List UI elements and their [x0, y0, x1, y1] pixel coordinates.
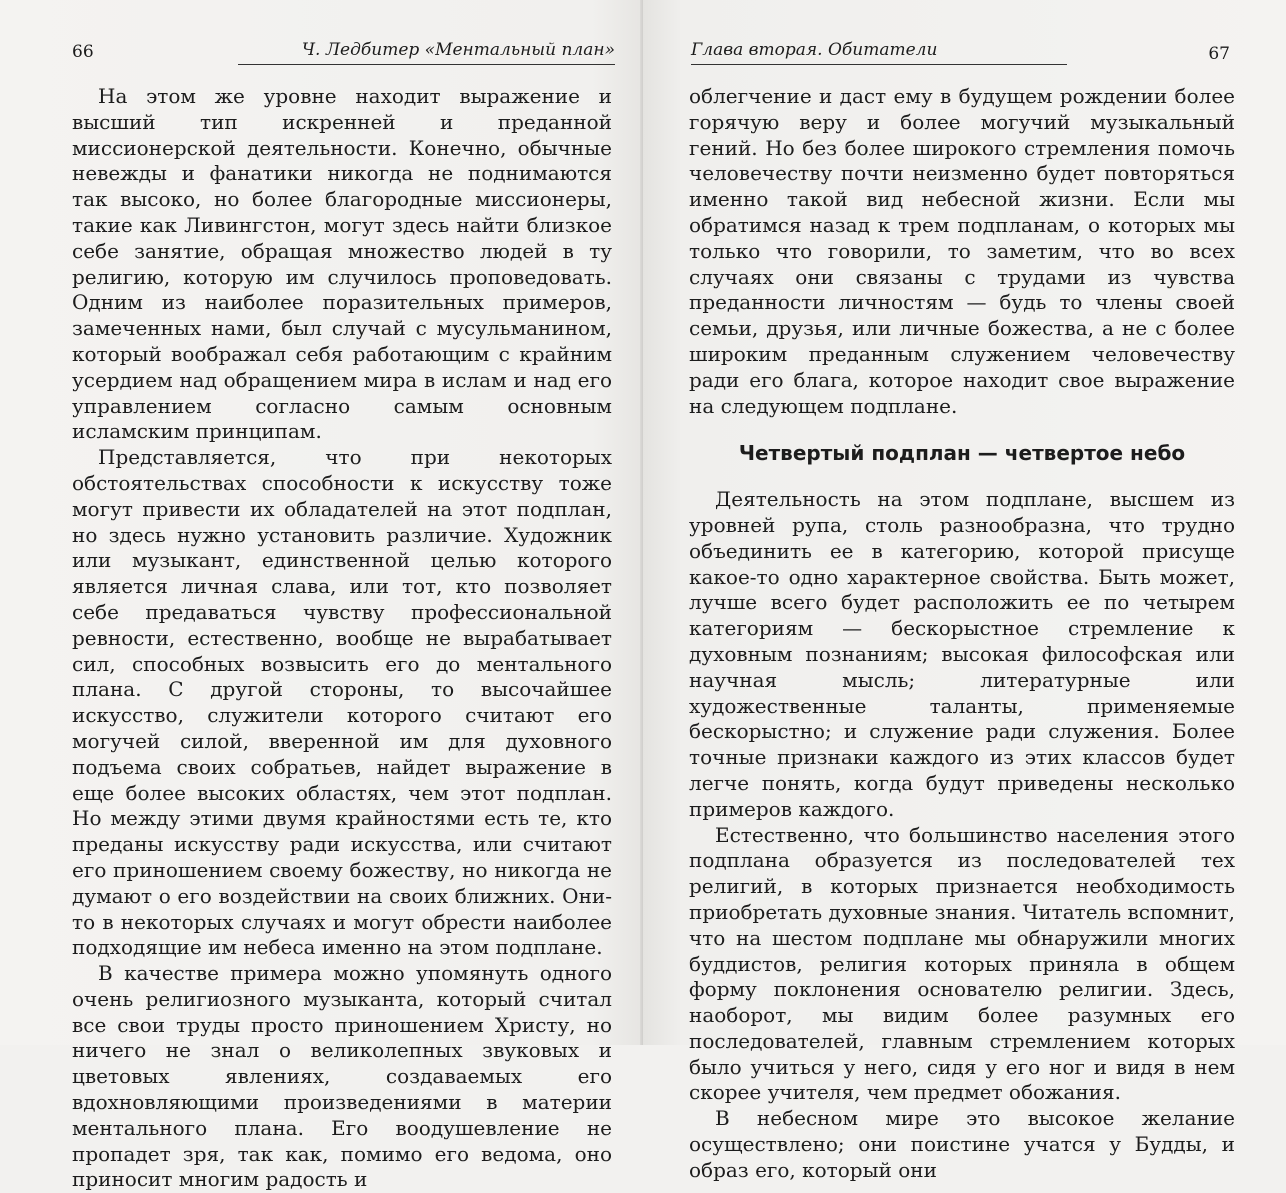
paragraph: Деятельность на этом подплане, высшем из уровней рупа, столь разнообразна, что трудно объединить ее в категорию, которой присуще какое-то одно характерное свойства. Быть может, лучше всего будет расположить ее по четырем категориям — бескорыстное стремление к духовным познаниям; высокая философская или научная мысль; литературные или художественные таланты, применяемые бескорыстно; и служение ради служения. Более точные признаки каждого из этих классов будет легче понять, когда будут приведены несколько примеров каждого.: [689, 487, 1235, 821]
paragraph: Представляется, что при некоторых обстоятельствах способности к искусству тоже могут привести их обладателей на этот подплан, но здесь нужно установить различие. Художник или музыкант, единственной целью которого является личная слава, или тот, кто позволяет себе предаваться чувству профессиональной ревности, естественно, вообще не вырабатывает сил, способных возвысить его до ментального плана. С другой стороны, то высочайшее искусство, служители которого считают его могучей силой, вверенной им для духовного подъема своих собратьев, найдет выражение в еще более высоких областях, чем этот подплан. Но между этими двумя крайностями есть те, кто преданы искусству ради искусства, или считают его приношением своему божеству, но никогда не думают о его воздействии на своих ближних. Они-то в некоторых случаях и могут обрести наиболее подходящие им небеса именно на этом подплане.: [72, 445, 612, 960]
running-head-right: Глава вторая. Обитатели: [691, 40, 938, 60]
page-number-right: 67: [1208, 44, 1230, 64]
paragraph: В небесном мире это высокое желание осуществлено; они поистине учатся у Будды, и образ его, который они: [689, 1106, 1235, 1182]
page-number-left: 66: [72, 42, 94, 62]
running-head-left: Ч. Ледбитер «Ментальный план»: [301, 40, 615, 60]
paragraph: На этом же уровне находит выражение и высший тип искренней и преданной миссионерской деятельности. Конечно, обычные невежды и фанатики никогда не поднимаются так высоко, но более благородные миссионеры, такие как Ливингстон, могут здесь найти близкое себе занятие, обращая множество людей в ту религию, которую им случилось проповедовать. Одним из наиболее поразительных примеров, замеченных нами, был случай с мусульманином, который воображал себя работающим с крайним усердием над обращением мира в ислам и над его управлением согласно самым основным исламским принципам.: [72, 84, 612, 444]
paragraph: Естественно, что большинство населения этого подплана образуется из последователей тех религий, в которых признается необходимость приобретать духовные знания. Читатель вспомнит, что на шестом подплане мы обнаружили многих буддистов, религия которых приняла в общем форму поклонения основателю религии. Здесь, наоборот, мы видим более разумных его последователей, главным стремлением которых было учиться у него, сидя у его ног и видя в нем скорее учителя, чем предмет обожания.: [689, 822, 1235, 1105]
left-page: [0, 0, 643, 1192]
header-rule-right: [691, 64, 1067, 65]
header-rule-left: [238, 64, 615, 65]
right-page: [643, 0, 1286, 1182]
paragraph-continuation: облегчение и даст ему в будущем рождении более горячую веру и более могучий музыкальный гений. Но без более широкого стремления помочь человечеству почти неизменно будет повторяться именно такой вид небесной жизни. Если мы обратимся назад к трем подпланам, о которых мы только что говорили, то заметим, что во всех случаях они связаны с трудами из чувства преданности личностям — будь то члены своей семьи, друзья, или личные божества, а не с более широким преданным служением человечеству ради его блага, которое находит свое выражение на следующем подплане.: [689, 84, 1235, 418]
section-heading: Четвертый подплан — четвертое небо: [738, 441, 1186, 466]
left-page-text: [72, 84, 612, 1193]
paragraph: В качестве примера можно упомянуть одного очень религиозного музыканта, который считал все свои труды просто приношением Христу, но ничего не знал о великолепных звуковых и цветовых явлениях, создаваемых его вдохновляющими произведениями в материи ментального плана. Его воодушевление не пропадет зря, так как, помимо его ведома, оно приносит многим радость и: [72, 961, 612, 1192]
right-page-text: [689, 84, 1235, 1184]
